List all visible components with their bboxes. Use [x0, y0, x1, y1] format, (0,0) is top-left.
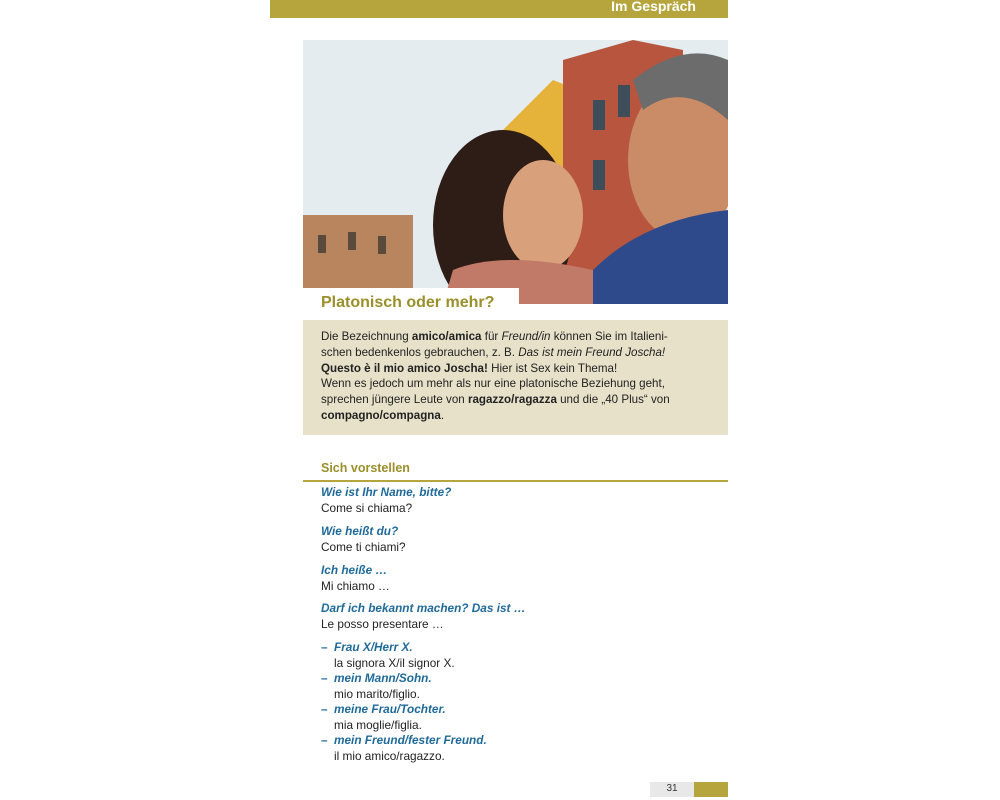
- italian-phrase: mio marito/figlio.: [334, 686, 420, 701]
- german-phrase: Wie heißt du?: [321, 524, 399, 538]
- page-number-box: [650, 782, 694, 797]
- header-bar: [270, 0, 728, 18]
- box-title-tab: [303, 288, 519, 320]
- dash-bullet: –: [321, 671, 328, 685]
- phrase-item: [321, 601, 711, 632]
- book-page: [270, 0, 728, 800]
- phrase-item: [321, 563, 711, 594]
- italian-phrase: mia moglie/figlia.: [334, 717, 422, 732]
- list-item: [321, 671, 432, 702]
- dash-bullet: –: [321, 733, 328, 747]
- german-phrase: meine Frau/Tochter.: [334, 702, 446, 716]
- info-box: [303, 320, 728, 435]
- section-divider: [303, 480, 728, 482]
- german-phrase: mein Freund/fester Freund.: [334, 733, 487, 747]
- german-phrase: Ich heiße …: [321, 563, 388, 577]
- italian-phrase: Mi chiamo …: [321, 578, 390, 593]
- german-phrase: Darf ich bekannt machen? Das ist …: [321, 601, 526, 615]
- page-number: 31: [666, 783, 678, 794]
- list-item: [321, 640, 455, 671]
- dash-bullet: –: [321, 702, 328, 716]
- italian-phrase: Come ti chiami?: [321, 539, 406, 554]
- italian-phrase: Le posso presentare …: [321, 616, 444, 631]
- section-heading: Sich vorstellen: [321, 461, 410, 475]
- german-phrase: Frau X/Herr X.: [334, 640, 413, 654]
- list-item: [321, 733, 487, 764]
- couple-photo: [303, 40, 728, 304]
- german-phrase: Wie ist Ihr Name, bitte?: [321, 485, 452, 499]
- page-edge-tab: [694, 782, 728, 797]
- italian-phrase: la signora X/il signor X.: [334, 655, 455, 670]
- phrase-item: [321, 485, 711, 516]
- phrase-item: [321, 524, 711, 555]
- german-phrase: mein Mann/Sohn.: [334, 671, 432, 685]
- italian-phrase: il mio amico/ragazzo.: [334, 748, 445, 763]
- list-item: [321, 702, 446, 733]
- info-text: Die Bezeichnung amico/amica für Freund/in können Sie im Italieni- schen bedenkenlos gebrauchen, z. B. Das ist mein Freund Joscha! Questo è il mio amico Joscha! Hier ist Sex kein Thema! Wenn es jedoch um mehr als nur eine platonische Beziehung geht, sprechen jüngere Leute von ragazzo/ragazza und die „40 Plus“ von compagno/compagna.: [321, 330, 670, 422]
- italian-phrase: Come si chiama?: [321, 500, 413, 515]
- box-title: Platonisch oder mehr?: [321, 294, 495, 311]
- dash-bullet: –: [321, 640, 328, 654]
- chapter-title: Im Gespräch: [611, 0, 696, 14]
